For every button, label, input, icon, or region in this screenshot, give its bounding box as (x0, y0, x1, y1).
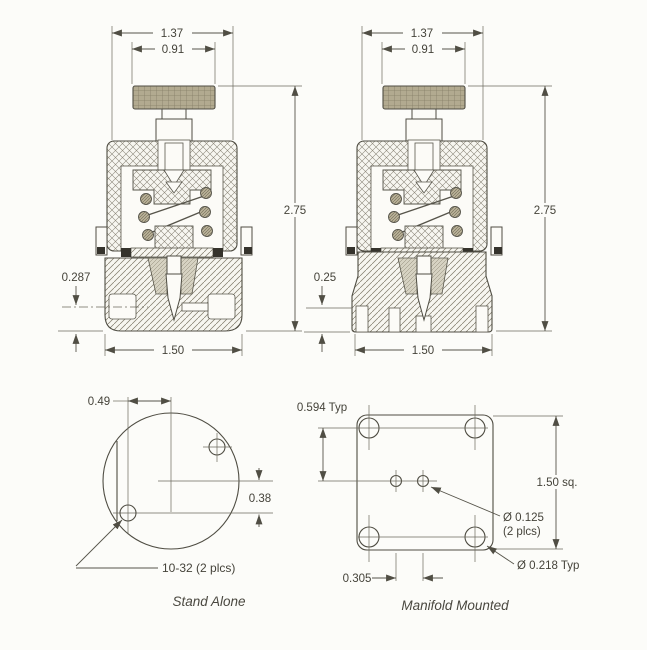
dim-left-port: 0.287 (61, 272, 91, 284)
dim-sa-x-offset: 0.49 (87, 396, 111, 408)
bottom-view-manifold (297, 402, 585, 613)
label-sa-thread: 10-32 (2 plcs) (162, 561, 236, 575)
dim-sa-y-offset: 0.38 (248, 493, 272, 505)
label-mm-small-hole-qty: (2 plcs) (503, 526, 541, 538)
dim-left-outer-width: 1.37 (160, 28, 184, 40)
caption-stand-alone: Stand Alone (172, 594, 246, 609)
dim-mm-corner-offset: 0.594 Typ (296, 402, 348, 414)
dim-right-knob-width: 0.91 (411, 44, 435, 56)
dim-right-outer-width: 1.37 (410, 28, 434, 40)
label-mm-small-hole-dia: Ø 0.125 (503, 512, 544, 524)
front-view-stand-alone (58, 26, 302, 356)
caption-manifold-mounted: Manifold Mounted (401, 598, 509, 613)
dim-left-base-width: 1.50 (161, 345, 185, 357)
label-mm-corner-hole-dia: Ø 0.218 Typ (517, 560, 580, 572)
dim-right-base-width: 1.50 (411, 345, 435, 357)
dim-025-graphics (304, 286, 352, 352)
dim-mm-spacing: 0.305 (342, 573, 372, 585)
front-view-manifold (304, 26, 552, 356)
dim-mm-square: 1.50 sq. (536, 477, 578, 489)
bottom-view-stand-alone (76, 396, 273, 609)
dim-right-height: 2.75 (533, 205, 557, 217)
dim-left-knob-width: 0.91 (161, 44, 185, 56)
dim-left-height: 2.75 (283, 205, 307, 217)
dim-right-port: 0.25 (313, 272, 337, 284)
